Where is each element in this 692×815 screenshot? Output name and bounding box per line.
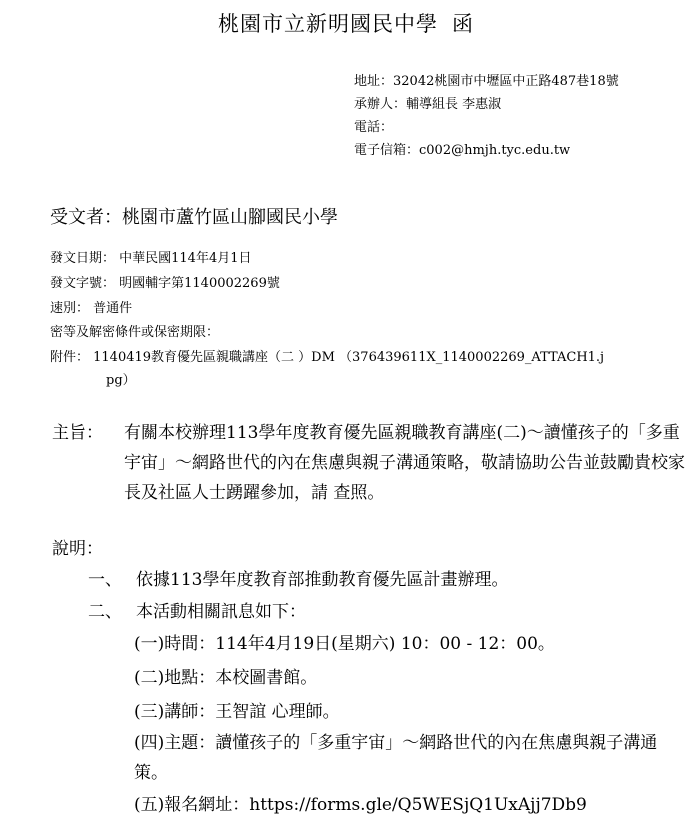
sender-phone: 電話： [354, 120, 394, 135]
sender-email: 電子信箱：c002@hmjh.tyc.edu.tw [354, 143, 571, 158]
attachment-line-2: pg） [106, 373, 136, 388]
subject [52, 418, 685, 503]
document-kind: 函 [452, 12, 474, 36]
delivery-speed: 速別： 普通件 [50, 301, 133, 316]
item-1-text: 依據113學年度教育部推動教育優先區計畫辦理。 [136, 570, 509, 590]
sub-item-topic: (四)主題：讀懂孩子的「多重宇宙」～網路世代的內在焦慮與親子溝通策。 [134, 733, 658, 783]
sub-item-time: (一)時間：114年4月19日(星期六) 10：00 - 12：00。 [134, 634, 555, 654]
sub-item-speaker: (三)講師：王智誼 心理師。 [134, 702, 340, 722]
sender-contact: 承辦人：輔導組長 李惠淑 [354, 97, 502, 112]
sender-address: 地址：32042桃園市中壢區中正路487巷18號 [354, 74, 619, 89]
attachment-line-1: 附件： 1140419教育優先區親職講座（二 ）DM （376439611X_1140002269_ATTACH1.j [50, 350, 605, 365]
item-2-text: 本活動相關訊息如下： [136, 602, 306, 622]
secrecy-level: 密等及解密條件或保密期限： [50, 325, 220, 340]
sub-item-registration-url: (五)報名網址：https://forms.gle/Q5WESjQ1UxAjj7Db9 [134, 795, 587, 815]
issue-number: 發文字號： 明國輔字第1140002269號 [50, 276, 280, 291]
item-1-number: 一、 [88, 570, 122, 590]
explanation-label: 說明： [52, 539, 103, 559]
recipient: 受文者：桃園市蘆竹區山腳國民小學 [50, 207, 338, 228]
issue-date: 發文日期： 中華民國114年4月1日 [50, 251, 252, 266]
document-title [0, 8, 692, 38]
sub-item-location: (二)地點：本校圖書館。 [134, 668, 318, 688]
item-2-number: 二、 [88, 602, 122, 622]
school-name: 桃園市立新明國民中學 [218, 12, 438, 36]
subject-text: 有關本校辦理113學年度教育優先區親職教育講座(二)～讀懂孩子的「多重宇宙」～網路世代的內在焦慮與親子溝通策略，敬請協助公告並鼓勵貴校家長及社區人士踴躍參加，請 查照。 [124, 423, 685, 503]
subject-label: 主旨： [52, 423, 103, 443]
